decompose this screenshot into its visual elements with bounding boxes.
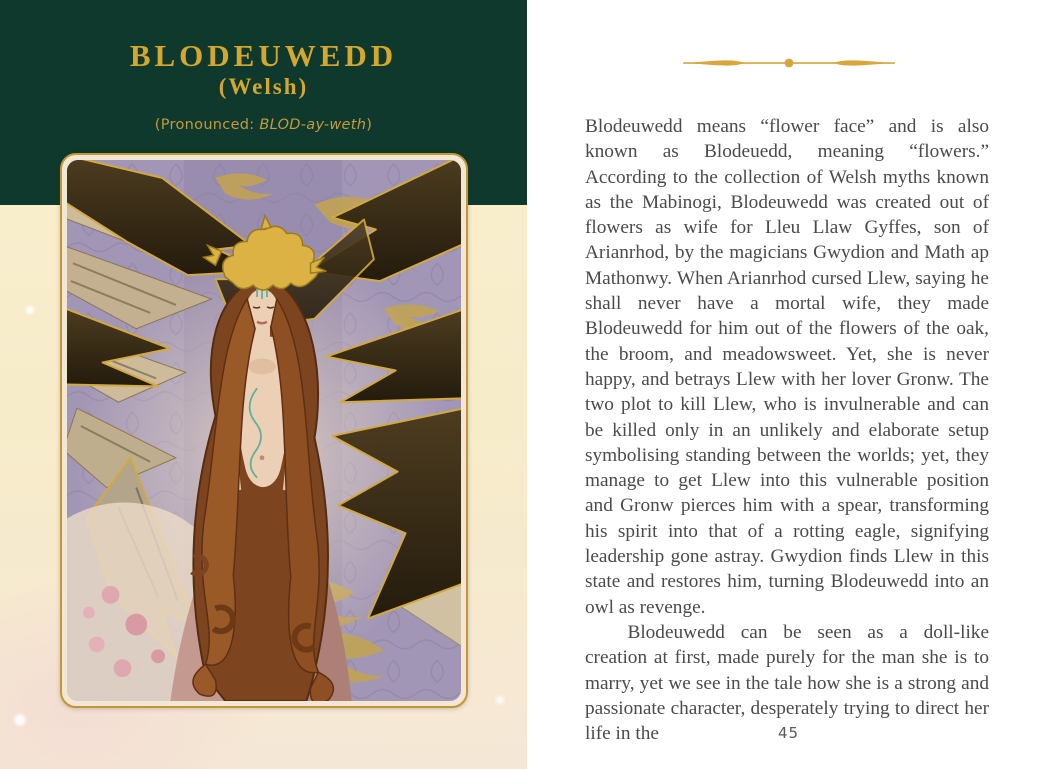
pronunciation-suffix: ) (366, 116, 373, 133)
chapter-divider-ornament (681, 55, 897, 71)
page-title: BLODEUWEDD (129, 38, 398, 73)
card-art-svg (67, 160, 461, 701)
pronunciation-line (0, 100, 527, 133)
page-number: 45 (777, 724, 800, 742)
page-subtitle: (Welsh) (218, 73, 309, 99)
goddess-card (60, 153, 468, 708)
body-text (585, 114, 989, 746)
body-paragraph-1: Blodeuwedd means “flower face” and is also known as Blodeuedd, meaning “flowers.” According to the collection of Welsh myths known as the Mabinogi, Blodeuwedd was created out of flowers as wife for Lleu Llaw Gyffes, son of Arianrhod, by the magicians Gwydion and Math ap Mathonwy. When Arianrhod cursed Llew, saying he shall never have a mortal wife, they made Blodeuwedd for him out of the flowers of the oak, the broom, and meadowsweet. Yet, she is never happy, and betrays Llew with her lover Gronw. The two plot to kill Llew, who is invulnerable and can be killed only in an unlikely and elaborate setup symbolising standing between the worlds; yet, they manage to get Llew into this vulnerable position and Gronw pierces him with a spear, transforming his spirit into that of a rotting eagle, signifying leadership gone astray. Gwydion finds Llew in this state and restores him, turning Blodeuwedd into an owl as revenge. (585, 116, 989, 618)
right-page (527, 0, 1050, 769)
chapter-divider (527, 55, 1050, 76)
pronunciation-prefix: (Pronounced: (154, 116, 260, 133)
body-paragraph-2: Blodeuwedd can be seen as a doll-like creation at first, made purely for the man she is to marry, yet we see in the tale how she is a strong and passionate character, desperately trying to direct her life in the (585, 621, 989, 745)
pronunciation-word: BLOD-ay-weth (259, 116, 367, 133)
goddess-card-illustration (67, 160, 461, 701)
